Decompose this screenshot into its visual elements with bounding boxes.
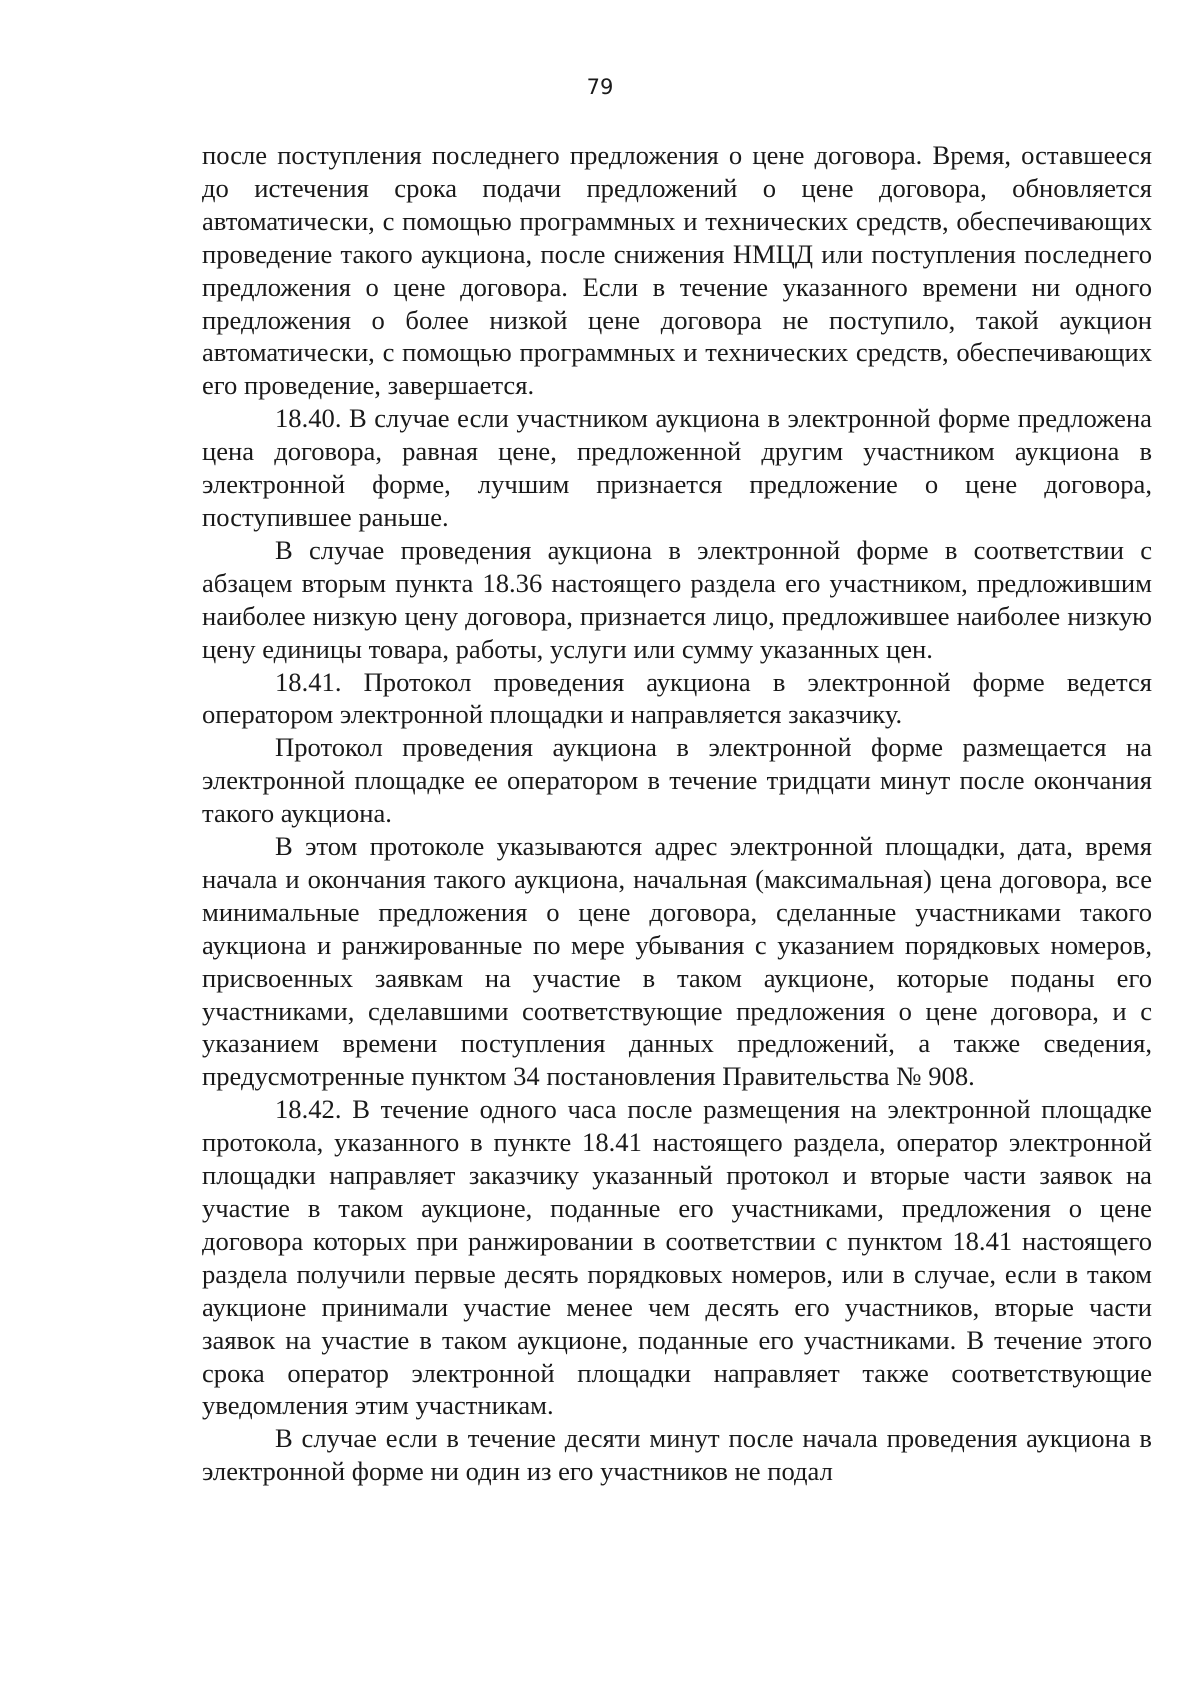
paragraph-18-41-second: Протокол проведения аукциона в электронной форме размещается на электронной площадке ее оператором в течение тридцати минут после окончания такого аукциона. — [202, 732, 1152, 829]
paragraph-continuation: после поступления последнего предложения о цене договора. Время, оставшееся до истечения срока подачи предложений о цене договора, обновляется автоматически, с помощью программных и технических средств, обеспечивающих проведение такого аукциона, после снижения НМЦД или поступления последнего предложения о цене договора. Если в течение указанного времени ни одного предложения о более низкой цене договора не поступило, такой аукцион автоматически, с помощью программных и технических средств, обеспечивающих его проведение, завершается. — [202, 140, 1152, 401]
paragraph-18-41: 18.41. Протокол проведения аукциона в электронной форме ведется оператором электронной площадки и направляется заказчику. — [202, 666, 1152, 730]
paragraph-18-42: 18.42. В течение одного часа после размещения на электронной площадке протокола, указанного в пункте 18.41 настоящего раздела, оператор электронной площадки направляет заказчику указанный протокол и вторые части заявок на участие в таком аукционе, поданные его участниками, предложения о цене договора которых при ранжировании в соответствии с пунктом 18.41 настоящего раздела получили первые десять порядковых номеров, или в случае, если в таком аукционе принимали участие менее чем десять его участников, вторые части заявок на участие в таком аукционе, поданные его участниками. В течение этого срока оператор электронной площадки направляет также соответствующие уведомления этим участникам. — [202, 1094, 1152, 1421]
document-body — [202, 139, 1152, 1488]
paragraph-18-41-third: В этом протоколе указываются адрес электронной площадки, дата, время начала и окончания такого аукциона, начальная (максимальная) цена договора, все минимальные предложения о цене договора, сделанные участниками такого аукциона и ранжированные по мере убывания с указанием порядковых номеров, присвоенных заявкам на участие в таком аукционе, которые поданы его участниками, сделавшими соответствующие предложения о цене договора, и с указанием времени поступления данных предложений, а также сведения, предусмотренные пунктом 34 постановления Правительства № 908. — [202, 831, 1152, 1092]
page-number: 79 — [586, 75, 614, 99]
paragraph-18-40-second: В случае проведения аукциона в электронной форме в соответствии с абзацем вторым пункта 18.36 настоящего раздела его участником, предложившим наиболее низкую цену договора, признается лицо, предложившее наиболее низкую цену единицы товара, работы, услуги или сумму указанных цен. — [202, 534, 1152, 664]
paragraph-18-40: 18.40. В случае если участником аукциона в электронной форме предложена цена договора, равная цене, предложенной другим участником аукциона в электронной форме, лучшим признается предложение о цене договора, поступившее раньше. — [202, 403, 1152, 532]
paragraph-18-42-second: В случае если в течение десяти минут после начала проведения аукциона в электронной форме ни один из его участников не подал — [202, 1423, 1152, 1487]
